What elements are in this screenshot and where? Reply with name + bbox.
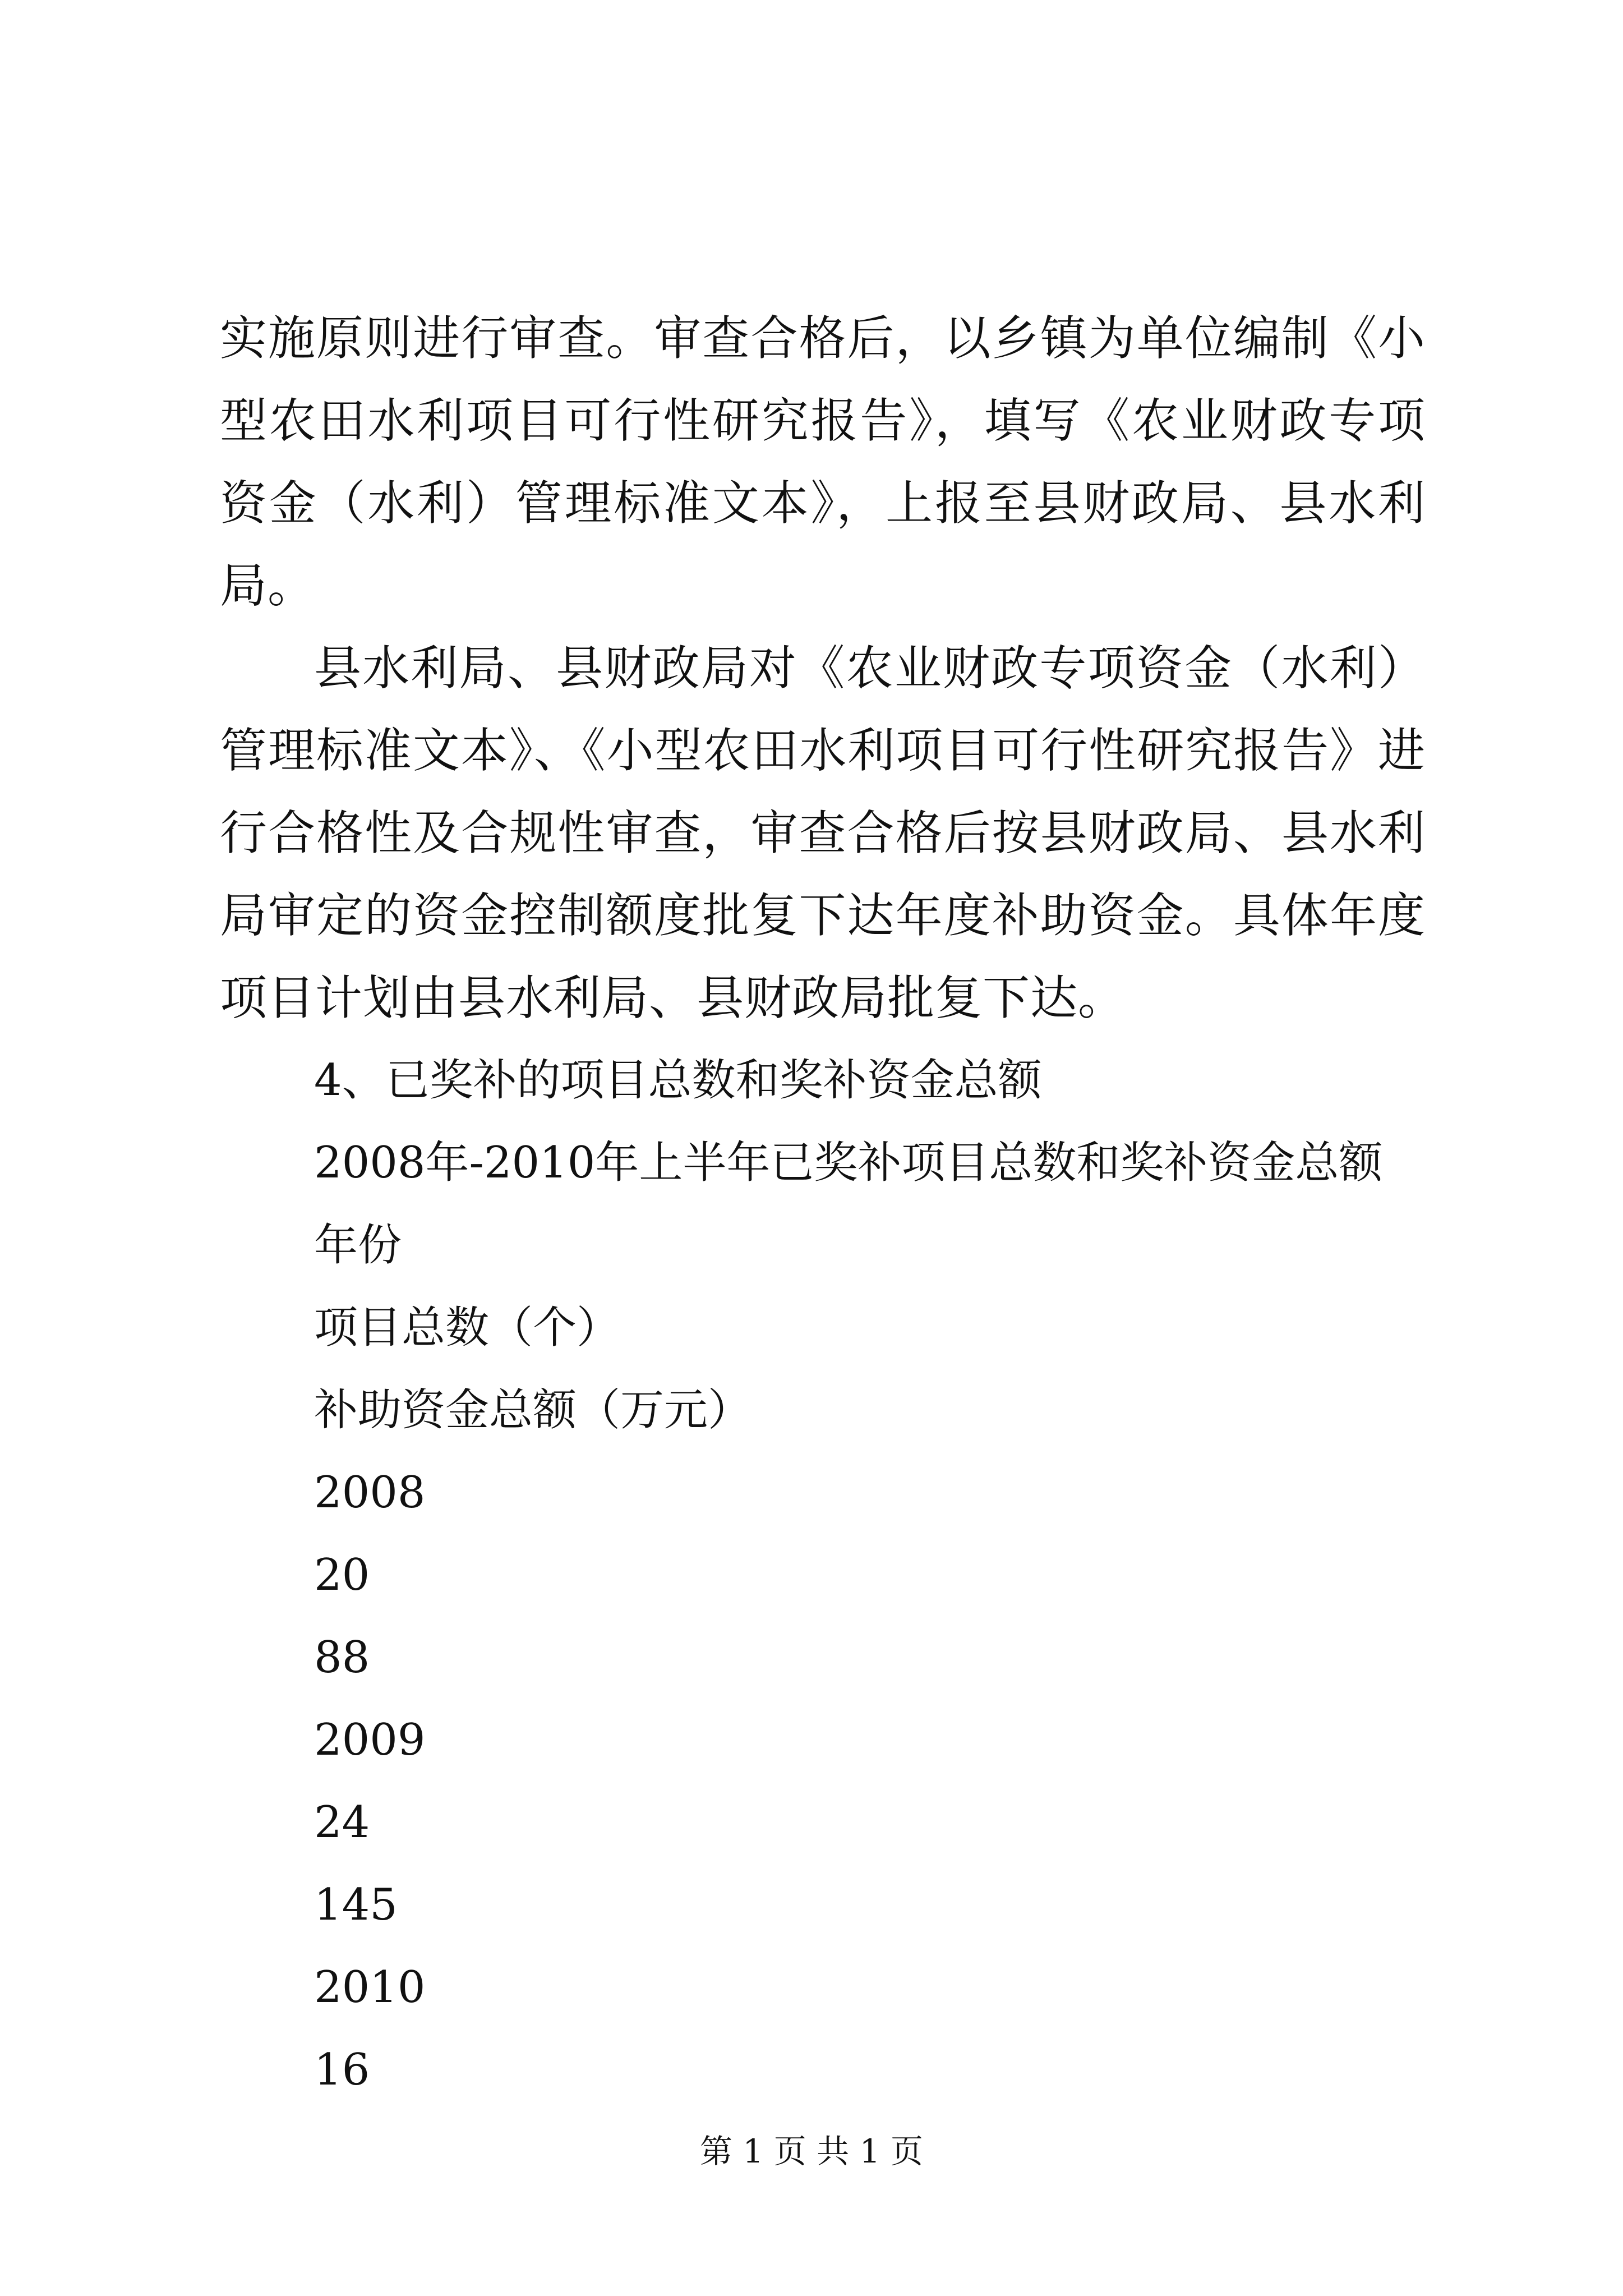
table-cell: 16 [314, 2045, 370, 2095]
document-body [220, 297, 1426, 2111]
paragraph-continued: 实施原则进行审查。审查合格后，以乡镇为单位编制《小型农田水利项目可行性研究报告》，填写《农业财政专项资金（水利）管理标准文本》，上报至县财政局、县水利局。 [220, 311, 1426, 613]
table-cell: 2010 [314, 1962, 426, 2013]
table-cell: 145 [314, 1880, 398, 1930]
table-header-project-count: 项目总数（个） [314, 1303, 621, 1353]
table-header-year: 年份 [314, 1220, 402, 1271]
table-header-subsidy-total: 补助资金总额（万元） [314, 1385, 752, 1435]
paragraph-review: 县水利局、县财政局对《农业财政专项资金（水利）管理标准文本》、《小型农田水利项目可行性研究报告》进行合格性及合规性审查，审查合格后按县财政局、县水利局审定的资金控制额度批复下达年度补助资金。具体年度项目计划由县水利局、县财政局批复下达。 [220, 641, 1426, 1025]
table-cell: 2008 [314, 1467, 426, 1518]
table-cell: 24 [314, 1797, 370, 1848]
section-heading: 4、已奖补的项目总数和奖补资金总额 [314, 1055, 1042, 1106]
table-title: 2008年-2010年上半年已奖补项目总数和奖补资金总额 [314, 1138, 1383, 1188]
table-cell: 2009 [314, 1715, 426, 1765]
table-cell: 20 [314, 1550, 370, 1600]
page-footer: 第 1 页 共 1 页 [700, 2132, 923, 2170]
table-cell: 88 [314, 1632, 370, 1683]
